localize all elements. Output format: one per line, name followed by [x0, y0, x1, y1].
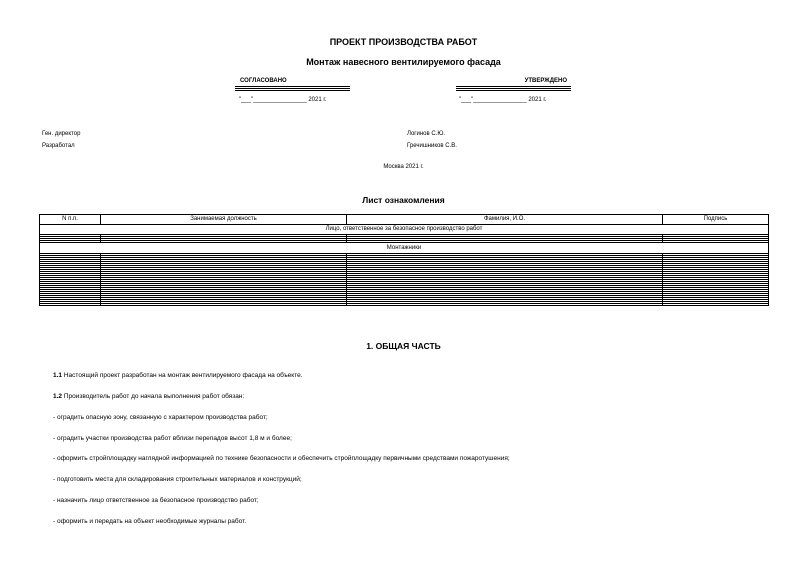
approved-label: УТВЕРЖДЕНО	[524, 78, 567, 84]
list-item: - оформить стройплощадку наглядной информацией по технике безопасности и обеспечить стройплощадку первичными средствами пожаротушения;	[53, 455, 510, 462]
paragraph-text: Производитель работ до начала выполнения работ обязан:	[62, 393, 245, 400]
column-header: N п.п.	[40, 215, 101, 225]
column-header: Подпись	[663, 215, 769, 225]
list-item: - оградить опасную зону, связанную с характером производства работ;	[53, 414, 268, 421]
agreed-label: СОГЛАСОВАНО	[240, 78, 287, 84]
agreed-date-line: "___"________________ 2021 г.	[239, 97, 327, 103]
section-row-installers: Монтажники	[40, 243, 769, 254]
table-row	[40, 304, 769, 306]
document-subtitle: Монтаж навесного вентилируемого фасада	[306, 57, 501, 67]
paragraph-number: 1.1	[53, 372, 63, 379]
signatory-name: Логинов С.Ю.	[407, 131, 446, 137]
list-item: - подготовить места для складирования строительных материалов и конструкций;	[53, 476, 302, 483]
column-header: Фамилия, И.О.	[347, 215, 663, 225]
paragraph-number: 1.2	[53, 393, 63, 400]
list-item: - назначить лицо ответственное за безопасное производство работ;	[53, 497, 259, 504]
list-item: - оградить участки производства работ вблизи перепадов высот 1,8 м и более;	[53, 435, 292, 442]
acquaintance-table	[39, 214, 769, 306]
approved-signature-lines	[456, 86, 571, 92]
paragraph-1-1	[53, 372, 303, 379]
paragraph-text: Настоящий проект разработан на монтаж вентилируемого фасада на объекте.	[62, 372, 303, 379]
city-year: Москва 2021 г.	[383, 164, 424, 170]
signatory-role: Разработал	[42, 143, 75, 149]
list-item: - оформить и передать на объект необходимые журналы работ.	[53, 518, 247, 525]
acquaintance-heading: Лист ознакомления	[362, 195, 445, 205]
section-row-responsible: Лицо, ответственное за безопасное производство работ	[40, 225, 769, 235]
signatory-name: Гречишников С.В.	[407, 143, 457, 149]
signatory-role: Ген. директор	[42, 131, 81, 137]
approved-date-line: "___"________________ 2021 г.	[459, 97, 547, 103]
document-title: ПРОЕКТ ПРОИЗВОДСТВА РАБОТ	[329, 37, 478, 47]
agreed-signature-lines	[235, 86, 350, 92]
column-header: Занимаемая должность	[101, 215, 347, 225]
table-header-row	[40, 215, 769, 225]
section1-heading: 1. ОБЩАЯ ЧАСТЬ	[366, 341, 441, 351]
paragraph-1-2	[53, 393, 244, 400]
